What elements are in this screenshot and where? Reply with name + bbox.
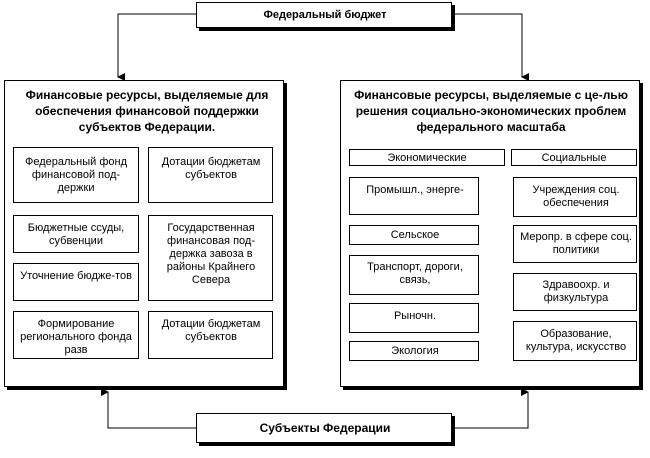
economic-item-4: Рыночн. xyxy=(349,303,479,333)
right-panel-title: Финансовые ресурсы, выделяемые с це-лью решения социально-экономических проблем федерального масштаба xyxy=(354,88,628,134)
social-item-2: Меропр. в сфере соц. политики xyxy=(513,225,637,263)
social-header: Социальные xyxy=(511,149,637,166)
economic-header: Экономические xyxy=(349,149,505,166)
left-item-4: Государственная финансовая под-держка завоза в районы Крайнего Севера xyxy=(148,215,273,301)
economic-item-1: Промышл., энерге- xyxy=(349,177,479,215)
arrow-top-left xyxy=(118,14,196,77)
federal-budget-label: Федеральный бюджет xyxy=(263,9,387,21)
federal-budget-box xyxy=(196,2,452,28)
arrow-bottom-right xyxy=(452,392,528,428)
left-item-7: Дотации бюджетам субъектов xyxy=(148,311,273,359)
economic-item-2: Сельское xyxy=(349,225,479,245)
social-item-1: Учреждения соц. обеспечения xyxy=(513,177,637,217)
social-item-3: Здравоохр. и физкультура xyxy=(513,273,637,311)
left-item-2: Дотации бюджетам субъектов xyxy=(148,147,273,203)
left-item-6: Формирование регионального фонда разв xyxy=(13,311,139,359)
economic-item-3: Транспорт, дороги, связь, xyxy=(349,255,479,295)
subjects-label: Субъекты Федерации xyxy=(259,421,391,435)
left-panel-title: Финансовые ресурсы, выделяемые для обеспечения финансовой поддержки субъектов Федерации. xyxy=(25,88,269,134)
left-panel xyxy=(4,80,284,387)
arrow-top-right xyxy=(452,14,522,77)
right-panel xyxy=(340,80,640,387)
subjects-box xyxy=(196,413,452,443)
social-item-4: Образование, культура, искусство xyxy=(513,321,637,361)
left-item-5: Уточнение бюдже-тов xyxy=(13,263,139,301)
left-item-1: Федеральный фонд финансовой под-держки xyxy=(13,147,139,203)
left-item-3: Бюджетные ссуды, субвенции xyxy=(13,215,139,253)
arrow-bottom-left xyxy=(108,392,196,428)
economic-item-5: Экология xyxy=(349,341,479,361)
